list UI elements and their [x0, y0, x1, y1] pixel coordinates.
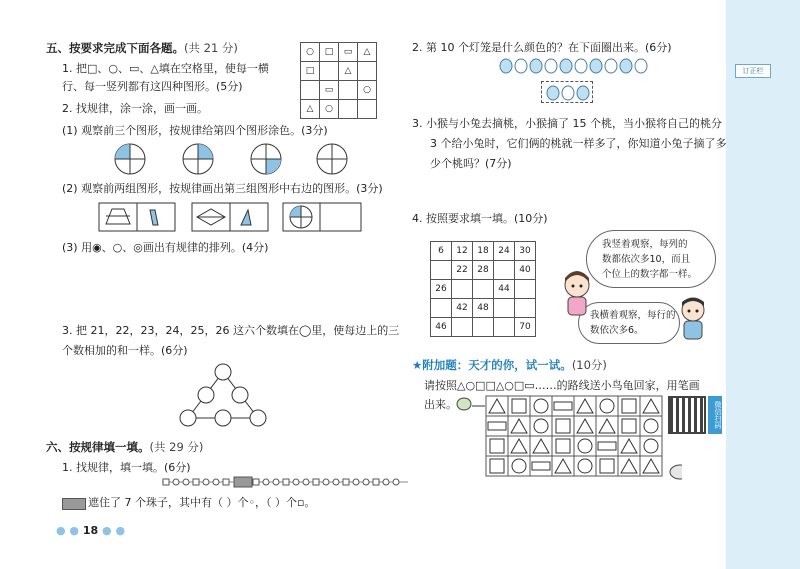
lantern — [590, 59, 602, 73]
r-q3-line3: 少个桃吗？(7分) — [430, 157, 512, 170]
maze-shape — [644, 419, 658, 433]
r-q3-line1: 3. 小猴与小兔去摘桃，小猴摘了 15 个桃，当小猴将自己的桃分 — [412, 117, 722, 130]
circle-pattern — [100, 140, 360, 180]
number-cell: 42 — [452, 299, 473, 318]
lantern — [545, 59, 557, 73]
bonus-line2: 出来。 — [424, 398, 457, 411]
grid-cell[interactable]: ○ — [301, 43, 320, 62]
number-cell[interactable] — [515, 299, 536, 318]
section-5-title: 五、按要求完成下面各题。(共 21 分) — [46, 41, 238, 55]
number-cell[interactable] — [494, 299, 515, 318]
maze-shape — [512, 399, 526, 413]
q2-part2: (2) 观察前两组图形，按规律画出第三组图形中右边的图形。(3分) — [62, 182, 383, 195]
turtle-icon — [457, 398, 471, 410]
boy-icon — [676, 296, 710, 346]
group-3 — [283, 203, 361, 231]
lantern — [562, 86, 574, 100]
lantern — [530, 59, 542, 73]
bonus-line1: 请按照△○□□△○□▭……的路线送小鸟龟回家，用笔画 — [424, 379, 700, 392]
number-cell: 12 — [452, 242, 473, 261]
bead — [373, 479, 379, 485]
number-cell[interactable] — [452, 280, 473, 299]
group-1 — [99, 203, 175, 231]
maze-shape — [598, 442, 616, 450]
bubble-1-line3: 个位上的数字都一样。 — [602, 269, 698, 280]
grid-cell[interactable]: △ — [301, 100, 320, 119]
page-number: ● ● 18 ● ● — [56, 524, 126, 537]
bead-string — [160, 474, 410, 490]
maze-shape — [622, 419, 636, 433]
bead — [323, 479, 329, 485]
number-cell[interactable] — [431, 261, 452, 280]
number-cell: 46 — [431, 318, 452, 337]
number-cell[interactable] — [473, 318, 494, 337]
grid-cell[interactable]: ○ — [358, 81, 377, 100]
grid-cell[interactable]: ▭ — [339, 43, 358, 62]
number-cell[interactable] — [494, 318, 515, 337]
maze-shape — [488, 422, 506, 430]
r-q4-title: 4. 按照要求填一填。(10分) — [412, 212, 548, 225]
bead — [313, 479, 319, 485]
s6q1-answer: 遮住了 7 个珠子，其中有（ ）个◦，（ ）个▫。 — [88, 496, 316, 509]
lantern — [500, 59, 512, 73]
number-cell: 28 — [473, 261, 494, 280]
maze-shape — [512, 459, 526, 473]
bubble-1-line1: 我竖着观察，每列的 — [602, 239, 688, 250]
correction-sidebar — [726, 0, 800, 569]
bead — [363, 479, 369, 485]
maze-shape — [556, 439, 570, 453]
maze-shape — [490, 439, 504, 453]
maze-shape — [534, 399, 548, 413]
bead — [393, 479, 399, 485]
r-q3-line2: 3 个给小兔时，它们俩的桃就一样多了，你知道小兔子摘了多 — [430, 137, 727, 150]
grid-cell[interactable] — [339, 100, 358, 119]
maze-shape — [554, 402, 572, 410]
maze-shape — [644, 439, 658, 453]
lantern-row — [498, 56, 658, 78]
bead — [343, 479, 349, 485]
bead — [163, 479, 169, 485]
number-cell: 6 — [431, 242, 452, 261]
maze-shape — [600, 459, 614, 473]
lantern — [575, 59, 587, 73]
bead — [273, 479, 279, 485]
maze[interactable] — [452, 394, 682, 494]
bead — [223, 479, 229, 485]
number-cell: 48 — [473, 299, 494, 318]
number-cell[interactable] — [473, 280, 494, 299]
maze-shape — [490, 459, 504, 473]
bead — [253, 479, 259, 485]
bead — [183, 479, 189, 485]
qr-label: 微信扫码 — [708, 396, 722, 434]
section-6-title: 六、按规律填一填。(共 29 分) — [46, 440, 204, 454]
q2-part1: (1) 观察前三个图形，按规律给第四个图形涂色。(3分) — [62, 124, 328, 137]
q3-line1: 3. 把 21，22，23，24，25，26 这六个数填在◯里，使每边上的三 — [62, 324, 400, 337]
q3-line2: 个数相加的和一样。(6分) — [62, 344, 188, 357]
lantern — [635, 59, 647, 73]
bead — [333, 479, 339, 485]
lantern — [605, 59, 617, 73]
box-groups — [98, 200, 368, 234]
shape-grid — [300, 42, 377, 119]
bead — [193, 479, 199, 485]
bead — [203, 479, 209, 485]
triangle-circles[interactable] — [178, 360, 268, 430]
number-cell: 26 — [431, 280, 452, 299]
bubble-2-line1: 我横着观察，每行的 — [590, 310, 676, 321]
correction-label: 订正栏 — [735, 64, 771, 78]
bubble-1-line2: 数都依次多10，而且 — [602, 254, 691, 265]
grid-cell[interactable]: □ — [320, 43, 339, 62]
number-cell: 18 — [473, 242, 494, 261]
maze-shape — [578, 439, 592, 453]
r-q2-title: 2. 第 10 个灯笼是什么颜色的？在下面圈出来。(6分) — [412, 41, 672, 54]
group-2 — [192, 203, 268, 231]
bead — [383, 479, 389, 485]
grid-cell[interactable] — [339, 81, 358, 100]
circle-2 — [183, 144, 213, 174]
bubble-2-line2: 数依次多6。 — [590, 325, 644, 336]
grid-cell[interactable] — [358, 62, 377, 81]
circle-3 — [251, 144, 281, 174]
grid-cell[interactable]: △ — [358, 43, 377, 62]
q1-line2: 行、每一竖列都有这四种图形。(5分) — [62, 80, 243, 93]
maze-shape — [532, 462, 550, 470]
girl-icon — [560, 270, 594, 320]
lantern — [547, 86, 559, 100]
q2-part3: (3) 用◉、○、◎画出有规律的排列。(4分) — [62, 241, 269, 254]
number-cell[interactable] — [515, 280, 536, 299]
number-grid[interactable] — [430, 241, 536, 337]
number-cell[interactable] — [452, 318, 473, 337]
grid-cell[interactable]: ○ — [320, 100, 339, 119]
maze-shape — [578, 459, 592, 473]
grid-cell[interactable]: △ — [339, 62, 358, 81]
bead — [303, 479, 309, 485]
q2-title: 2. 找规律，涂一涂，画一画。 — [62, 102, 208, 115]
bead — [283, 479, 289, 485]
s6q1-title: 1. 找规律，填一填。(6分) — [62, 461, 191, 474]
number-cell: 24 — [494, 242, 515, 261]
grid-cell[interactable] — [301, 81, 320, 100]
number-cell[interactable] — [494, 261, 515, 280]
grid-cell[interactable]: ▭ — [320, 81, 339, 100]
number-cell: 30 — [515, 242, 536, 261]
number-cell: 70 — [515, 318, 536, 337]
number-cell: 22 — [452, 261, 473, 280]
bead — [213, 479, 219, 485]
grid-cell[interactable] — [320, 62, 339, 81]
bonus-title: ★附加题：天才的你，试一试。(10分) — [412, 358, 607, 372]
grid-cell[interactable]: □ — [301, 62, 320, 81]
turtle-home-icon — [670, 465, 682, 479]
bead — [173, 479, 179, 485]
grid-cell[interactable] — [358, 100, 377, 119]
lantern-answer-options — [545, 83, 591, 101]
lantern — [515, 59, 527, 73]
bead — [293, 479, 299, 485]
cover-box — [62, 498, 86, 510]
maze-shape — [556, 419, 570, 433]
lantern — [560, 59, 572, 73]
bead — [263, 479, 269, 485]
lantern — [577, 86, 589, 100]
circle-4[interactable] — [317, 144, 347, 174]
maze-shape — [534, 419, 548, 433]
q1-line1: 1. 把□、○、▭、△填在空格里，使每一横 — [62, 62, 269, 75]
maze-shape — [622, 399, 636, 413]
lantern — [620, 59, 632, 73]
number-cell: 40 — [515, 261, 536, 280]
number-cell[interactable] — [431, 299, 452, 318]
maze-shape — [600, 399, 614, 413]
number-cell: 44 — [494, 280, 515, 299]
circle-1 — [115, 144, 145, 174]
bead — [353, 479, 359, 485]
